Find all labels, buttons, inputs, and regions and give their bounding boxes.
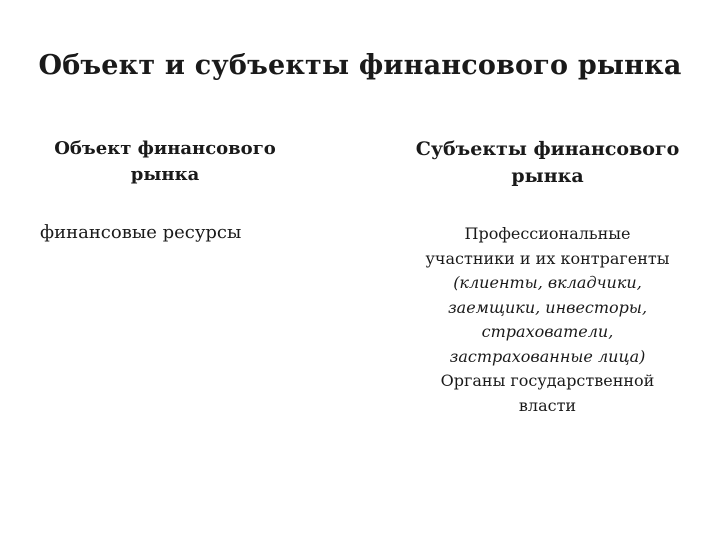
slide-title: Объект и субъекты финансового рынка xyxy=(38,50,682,81)
authorities-line-1: Органы государственной xyxy=(440,371,655,390)
examples-line-1: (клиенты, вкладчики, xyxy=(453,273,642,292)
object-item: финансовые ресурсы xyxy=(40,222,242,243)
subjects-list xyxy=(395,222,700,418)
object-heading-line-2: рынка xyxy=(130,164,200,185)
subjects-heading xyxy=(395,136,700,190)
participants-line-2: участники и их контрагенты xyxy=(425,248,670,268)
examples-line-2: заемщики, инвесторы, xyxy=(447,297,648,317)
examples-line-4: застрахованные лица) xyxy=(449,346,646,366)
examples-line-3: страхователи, xyxy=(481,322,614,341)
object-heading-line-1: Объект финансового xyxy=(54,138,276,159)
subjects-heading-line-2: рынка xyxy=(511,165,584,187)
subjects-heading-line-1: Субъекты финансового xyxy=(415,138,680,160)
authorities-line-2: власти xyxy=(518,395,577,415)
object-heading xyxy=(30,136,300,188)
participants-line-1: Профессиональные xyxy=(464,224,631,243)
